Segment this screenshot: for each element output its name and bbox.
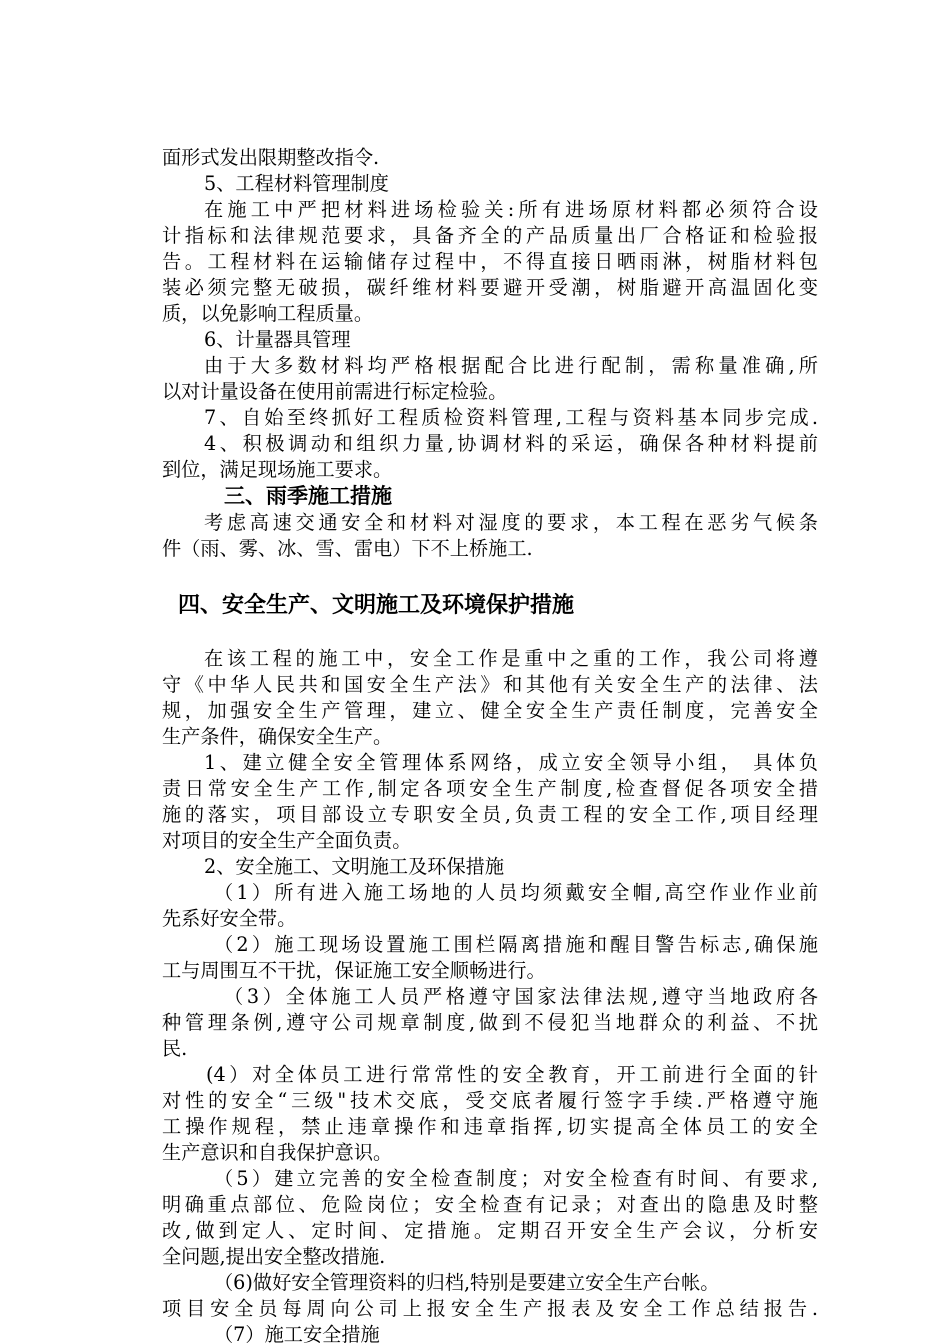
- text-line: 先系好安全带。: [162, 907, 297, 930]
- text-line: 生产条件，确保安全生产。: [162, 725, 393, 748]
- text-line: 改,做到定人、定时间、定措施。定期召开安全生产会议，分析安: [162, 1219, 818, 1242]
- text-line: 以对计量设备在使用前需进行标定检验。: [162, 380, 508, 403]
- text-line: 规，加强安全生产管理，建立、健全安全生产责任制度，完善安全: [162, 699, 818, 722]
- text-line: 种管理条例,遵守公司规章制度,做到不侵犯当地群众的利益、不扰: [162, 1011, 818, 1034]
- text-line: 对项目的安全生产全面负责。: [162, 829, 412, 852]
- section-heading-7: （7）施工安全措施: [214, 1323, 380, 1344]
- text-line: 对性的安全“三级"技术交底，受交底者履行签字手续.严格遵守施: [162, 1089, 818, 1112]
- text-line: 全问题,提出安全整改措施.: [162, 1245, 386, 1268]
- text-line: 告。工程材料在运输储存过程中，不得直接日晒雨淋，树脂材料包: [162, 250, 818, 273]
- text-line: 到位，满足现场施工要求。: [162, 458, 393, 481]
- text-line: 4、积极调动和组织力量,协调材料的采运，确保各种材料提前: [204, 432, 818, 455]
- text-line: 工操作规程，禁止违章操作和违章指挥,切实提高全体员工的安全: [162, 1115, 818, 1138]
- text-line: （5）建立完善的安全检查制度；对安全检查有时间、有要求,: [214, 1167, 818, 1190]
- text-line: 民.: [162, 1037, 188, 1060]
- section-heading-6: 6、计量器具管理: [204, 328, 351, 351]
- text-line: 在该工程的施工中，安全工作是重中之重的工作，我公司将遵: [204, 647, 818, 670]
- text-line: 质，以免影响工程质量。: [162, 302, 374, 325]
- text-line: 项目安全员每周向公司上报安全生产报表及安全工作总结报告.: [162, 1297, 818, 1320]
- text-line: （2）施工现场设置施工围栏隔离措施和醒目警告标志,确保施: [214, 933, 818, 956]
- text-line: 7、自始至终抓好工程质检资料管理,工程与资料基本同步完成.: [204, 406, 818, 429]
- section-heading-5: 5、工程材料管理制度: [204, 172, 389, 195]
- text-line: 计指标和法律规范要求，具备齐全的产品质量出厂合格证和检验报: [162, 224, 818, 247]
- section-heading-rainy-season: 三、雨季施工措施: [224, 483, 392, 508]
- text-line: （6)做好安全管理资料的归档,特别是要建立安全生产台帐。: [214, 1271, 720, 1294]
- text-line: 由于大多数材料均严格根据配合比进行配制，需称量准确,所: [204, 354, 818, 377]
- section-heading-2: 2、安全施工、文明施工及环保措施: [204, 855, 505, 878]
- text-line: 考虑高速交通安全和材料对湿度的要求，本工程在恶劣气候条: [204, 511, 818, 534]
- text-line: 面形式发出限期整改指令.: [162, 146, 380, 169]
- text-line: 守《中华人民共和国安全生产法》和其他有关安全生产的法律、法: [162, 673, 818, 696]
- text-line: 装必须完整无破损，碳纤维材料要避开受潮，树脂避开高温固化变: [162, 276, 818, 299]
- text-line: 件（雨、雾、冰、雪、雷电）下不上桥施工.: [162, 537, 533, 560]
- text-line: 责日常安全生产工作,制定各项安全生产制度,检查督促各项安全措: [162, 777, 818, 800]
- text-line: 施的落实，项目部设立专职安全员,负责工程的安全工作,项目经理: [162, 803, 818, 826]
- text-line: （1）所有进入施工场地的人员均须戴安全帽,高空作业作业前: [214, 881, 818, 904]
- text-line: 在施工中严把材料进场检验关:所有进场原材料都必须符合设: [204, 198, 818, 221]
- text-line: 明确重点部位、危险岗位；安全检查有记录；对查出的隐患及时整: [162, 1193, 818, 1216]
- text-line: 1、建立健全安全管理体系网络，成立安全领导小组， 具体负: [204, 751, 818, 774]
- text-line: (4）对全体员工进行常常性的安全教育，开工前进行全面的针: [206, 1063, 818, 1086]
- section-heading-safety: 四、安全生产、文明施工及环境保护措施: [178, 592, 575, 618]
- text-line: 工与周围互不干扰，保证施工安全顺畅进行。: [162, 959, 546, 982]
- text-line: 生产意识和自我保护意识。: [162, 1141, 393, 1164]
- text-line: （3）全体施工人员严格遵守国家法律法规,遵守当地政府各: [224, 985, 818, 1008]
